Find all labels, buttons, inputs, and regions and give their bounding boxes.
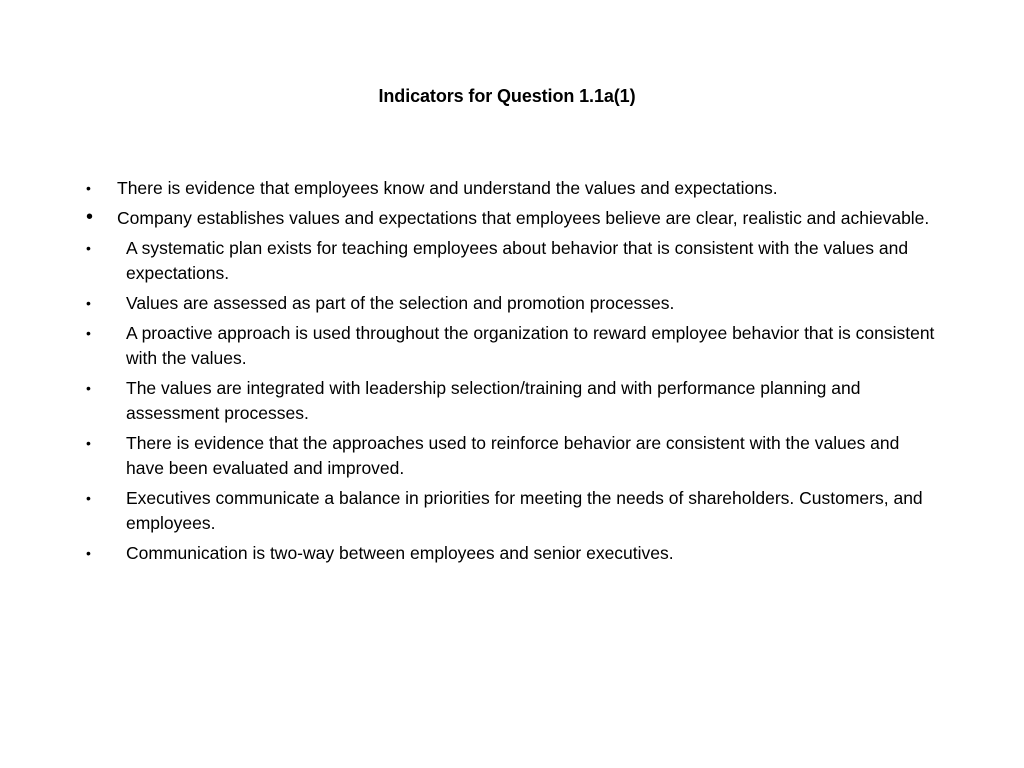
bullet-item [86,176,936,201]
bullet-dot-icon: • [86,206,94,228]
bullet-item [86,321,936,371]
bullet-item [86,236,936,286]
bullet-text: A systematic plan exists for teaching employees about behavior that is consistent with the values and expectations. [126,238,909,283]
bullet-item [86,541,936,566]
bullet-text: A proactive approach is used throughout the organization to reward employee behavior that is consistent with the values. [126,323,935,368]
bullet-item [86,376,936,426]
bullet-text: The values are integrated with leadership selection/training and with performance planning and assessment processes. [126,378,861,423]
bullet-dot-icon: • [86,325,91,341]
bullet-text: There is evidence that employees know and understand the values and expectations. [117,178,778,198]
bullet-dot-icon: • [86,490,91,506]
bullet-dot-icon: • [86,435,91,451]
bullet-item [86,431,936,481]
bullet-text: Company establishes values and expectations that employees believe are clear, realistic and achievable. [117,208,930,228]
bullet-text: Executives communicate a balance in priorities for meeting the needs of shareholders. Customers, and employees. [126,488,923,533]
bullet-list [86,176,936,571]
slide-title: Indicators for Question 1.1a(1) [378,86,636,106]
bullet-text: Values are assessed as part of the selection and promotion processes. [126,293,675,313]
bullet-dot-icon: • [86,295,91,311]
bullet-dot-icon: • [86,240,91,256]
bullet-text: Communication is two-way between employees and senior executives. [126,543,674,563]
bullet-dot-icon: • [86,545,91,561]
bullet-dot-icon: • [86,380,91,396]
bullet-item [86,291,936,316]
bullet-text: There is evidence that the approaches used to reinforce behavior are consistent with the values and have been evaluated and improved. [126,433,900,478]
bullet-item [86,486,936,536]
bullet-item [86,206,936,231]
bullet-dot-icon: • [86,180,91,196]
